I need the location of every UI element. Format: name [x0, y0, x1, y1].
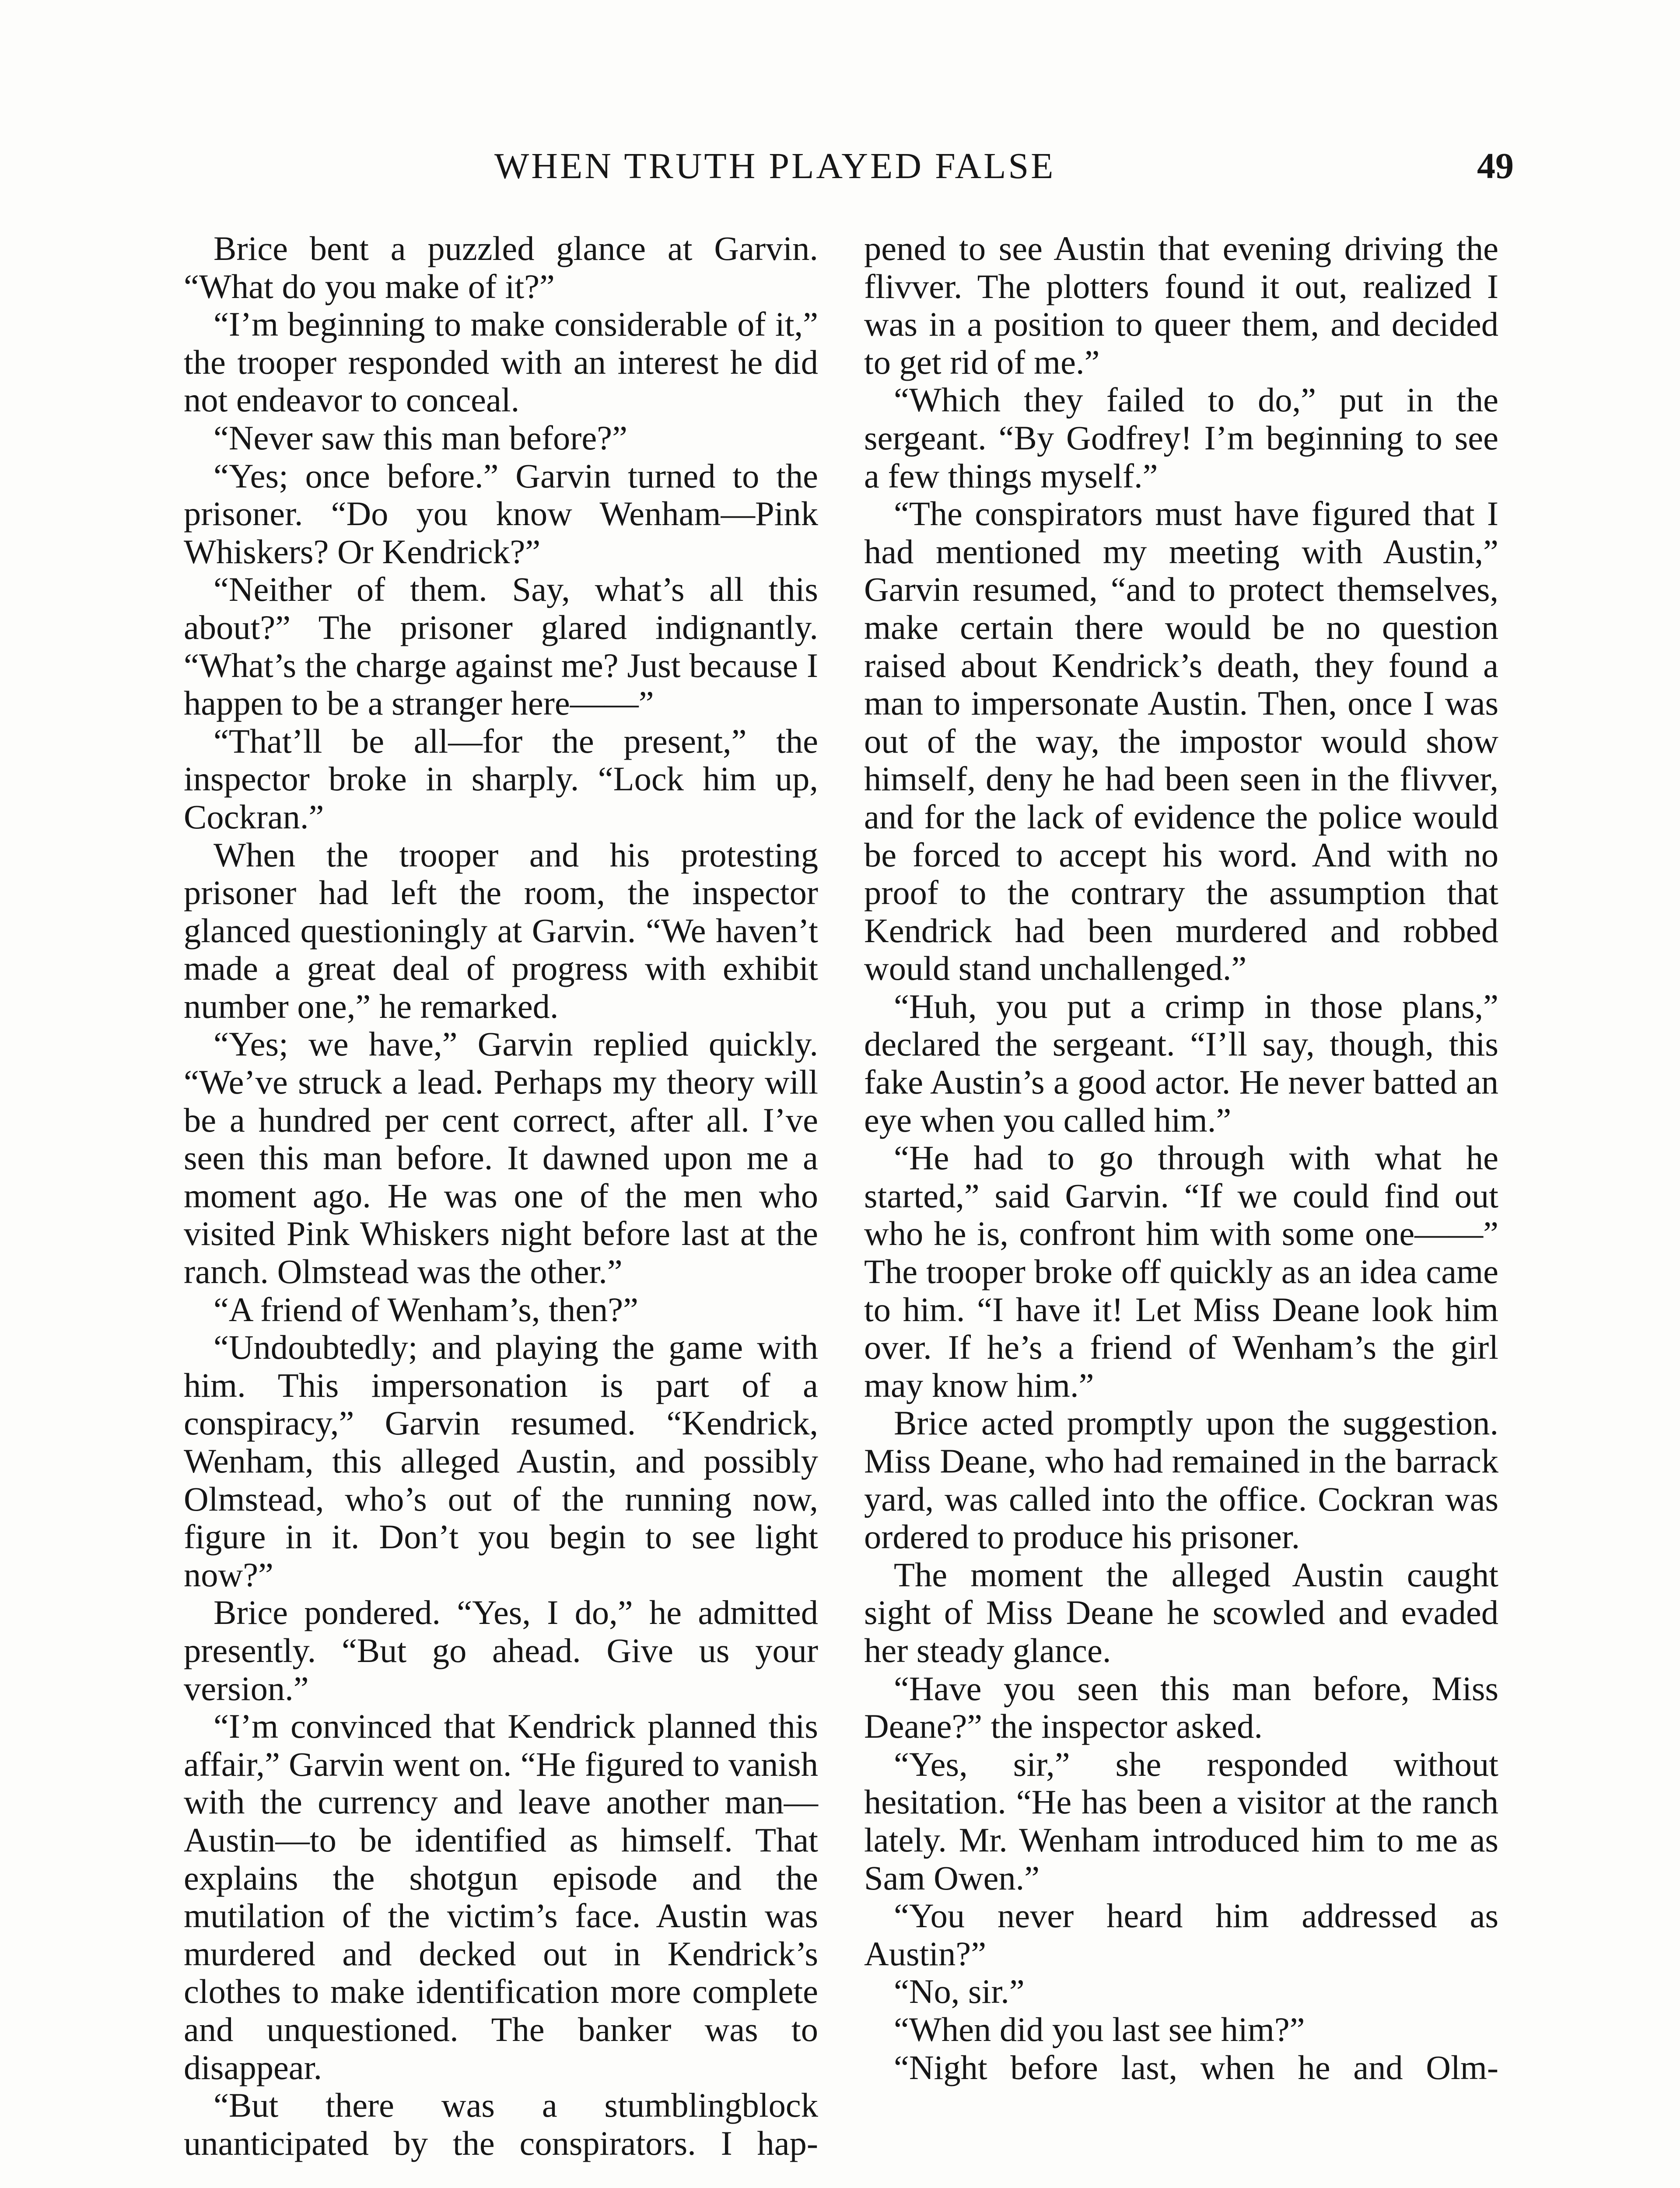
- paragraph: “Never saw this man before?”: [214, 418, 627, 457]
- right-column: [864, 230, 1498, 2086]
- paragraph-continuation: pened to see Austin that evening driving the flivver. The plotters found it out, realized I was in a position to queer them, and decided to get rid of me.”: [864, 229, 1498, 381]
- paragraph: “Have you seen this man before, Miss Deane?” the inspector asked.: [864, 1669, 1498, 1746]
- paragraph: The moment the alleged Austin caught sight of Miss Deane he scowled and evaded her steady glance.: [864, 1555, 1498, 1669]
- page-header: [494, 144, 1514, 193]
- paragraph: “I’m beginning to make considerable of it,” the trooper responded with an interest he did not endeavor to conceal.: [184, 305, 818, 419]
- paragraph: “Yes; once before.” Garvin turned to the prisoner. “Do you know Wenham—Pink Whiskers? Or Kendrick?”: [184, 456, 818, 571]
- paragraph: “Yes; we have,” Garvin replied quickly. “We’ve struck a lead. Perhaps my theory will be a hundred per cent correct, after all. I’ve seen this man before. It dawned upon me a moment ago. He was one of the men who visited Pink Whiskers night before last at the ranch. Olmstead was the other.”: [184, 1025, 818, 1291]
- paragraph: “Yes, sir,” she responded without hesitation. “He has been a visitor at the ranch lately. Mr. Wenham introduced him to me as Sam Owen.”: [864, 1745, 1498, 1897]
- paragraph: “Huh, you put a crimp in those plans,” declared the sergeant. “I’ll say, though, this fake Austin’s a good actor. He never batted an eye when you called him.”: [864, 987, 1498, 1139]
- paragraph: “I’m convinced that Kendrick planned this affair,” Garvin went on. “He figured to vanish with the currency and leave another man—Austin—to be identified as himself. That explains the shotgun episode and the mutilation of the victim’s face. Austin was murdered and decked out in Kendrick’s clothes to make identification more complete and unquestioned. The banker was to disappear.: [184, 1707, 818, 2086]
- paragraph: “When did you last see him?”: [894, 2010, 1305, 2048]
- page-number: 49: [1477, 146, 1514, 186]
- paragraph: “He had to go through with what he started,” said Garvin. “If we could find out who he is, confront him with some one——” The trooper broke off quickly as an idea came to him. “I have it! Let Miss Deane look him over. If he’s a friend of Wenham’s the girl may know him.”: [864, 1139, 1498, 1404]
- paragraph: Brice bent a puzzled glance at Garvin. “What do you make of it?”: [184, 229, 818, 305]
- paragraph: “But there was a stumblingblock unanticipated by the conspirators. I hap-: [184, 2086, 818, 2162]
- paragraph: “The conspirators must have figured that I had mentioned my meeting with Austin,” Garvin resumed, “and to protect themselves, make certain there would be no question raised about Kendrick’s death, they found a man to impersonate Austin. Then, once I was out of the way, the impostor would show himself, deny he had been seen in the flivver, and for the lack of evidence the police would be forced to accept his word. And with no proof to the contrary the assumption that Kendrick had been murdered and robbed would stand unchallenged.”: [864, 494, 1498, 988]
- paragraph: “Neither of them. Say, what’s all this about?” The prisoner glared indignantly. “What’s the charge against me? Just because I happen to be a stranger here——”: [184, 570, 818, 722]
- paragraph: Brice pondered. “Yes, I do,” he admitted presently. “But go ahead. Give us your version.”: [184, 1593, 818, 1708]
- paragraph: When the trooper and his protesting prisoner had left the room, the inspector glanced questioningly at Garvin. “We haven’t made a great deal of progress with exhibit number one,” he remarked.: [184, 835, 818, 1025]
- paragraph: “That’ll be all—for the present,” the inspector broke in sharply. “Lock him up, Cockran.”: [184, 722, 818, 836]
- paragraph: “No, sir.”: [894, 1972, 1025, 2011]
- paragraph: “You never heard him addressed as Austin?”: [864, 1897, 1498, 1973]
- paragraph: “Which they failed to do,” put in the sergeant. “By Godfrey! I’m beginning to see a few things myself.”: [864, 381, 1498, 495]
- running-title: WHEN TRUTH PLAYED FALSE: [494, 146, 1056, 186]
- paragraph: Brice acted promptly upon the suggestion. Miss Deane, who had remained in the barrack yard, was called into the office. Cockran was ordered to produce his prisoner.: [864, 1404, 1498, 1556]
- paragraph: “Night before last, when he and Olm-: [894, 2048, 1498, 2086]
- paragraph: “A friend of Wenham’s, then?”: [214, 1290, 638, 1329]
- left-column: [184, 230, 818, 2162]
- paragraph: “Undoubtedly; and playing the game with him. This impersonation is part of a conspiracy,” Garvin resumed. “Kendrick, Wenham, this alleged Austin, and possibly Olmstead, who’s out of the running now, figure in it. Don’t you begin to see light now?”: [184, 1328, 818, 1594]
